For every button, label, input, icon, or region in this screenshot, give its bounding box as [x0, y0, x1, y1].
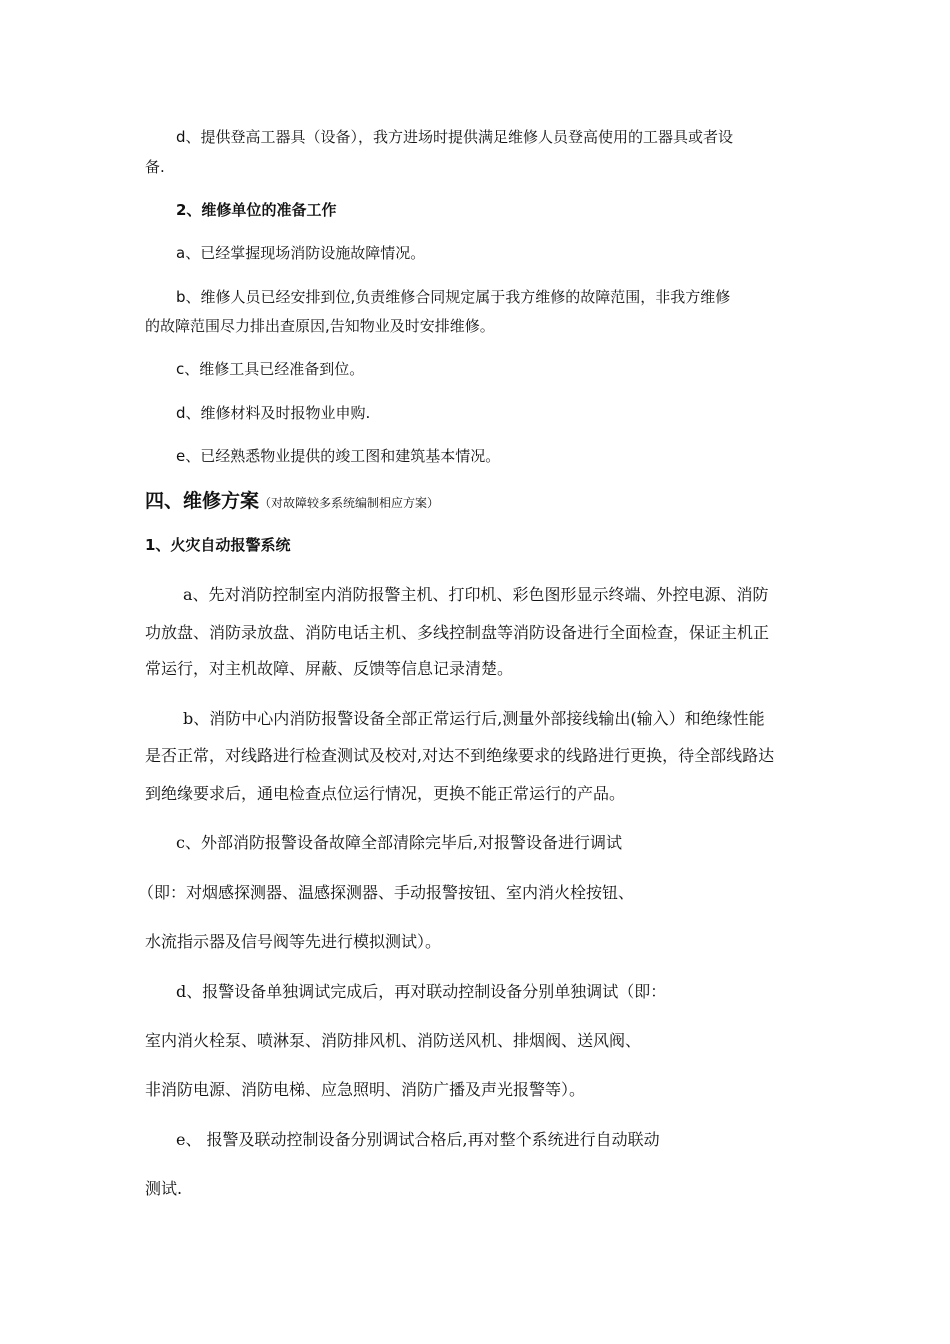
fire-item-a-line2: 功放盘、消防录放盘、消防电话主机、多线控制盘等消防设备进行全面检查，保证主机正: [145, 623, 770, 642]
fire-item-a-line3: 常运行，对主机故障、屏蔽、反馈等信息记录清楚。: [145, 659, 514, 678]
prep-heading: 2、维修单位的准备工作: [176, 201, 337, 219]
prep-item-b-line1: b、维修人员已经安排到位,负责维修合同规定属于我方维修的故障范围，非我方维修: [176, 288, 731, 306]
fire-item-d-line1: d、报警设备单独调试完成后，再对联动控制设备分别单独调试（即：: [176, 982, 667, 1001]
fire-alarm-heading: 1、火灾自动报警系统: [145, 536, 291, 554]
section4-note: （对故障较多系统编制相应方案）: [259, 496, 440, 510]
section4-heading: [145, 486, 810, 513]
fire-item-c-line1: c、外部消防报警设备故障全部清除完毕后,对报警设备进行调试: [176, 833, 623, 852]
prep-item-c: c、维修工具已经准备到位。: [176, 360, 365, 378]
paragraph-d-tools-line2: 备.: [145, 158, 165, 176]
fire-item-c-line2: （即：对烟感探测器、温感探测器、手动报警按钮、室内消火栓按钮、: [138, 883, 635, 902]
prep-item-b-line2: 的故障范围尽力排出查原因,告知物业及时安排维修。: [145, 317, 495, 335]
fire-item-e-line2: 测试.: [145, 1179, 183, 1198]
paragraph-d-tools-line1: d、提供登高工器具（设备），我方进场时提供满足维修人员登高使用的工器具或者设: [176, 128, 734, 146]
fire-item-d-line2: 室内消火栓泵、喷淋泵、消防排风机、消防送风机、排烟阀、送风阀、: [145, 1031, 642, 1050]
prep-item-a: a、已经掌握现场消防设施故障情况。: [176, 244, 426, 262]
fire-item-a-line1: a、先对消防控制室内消防报警主机、打印机、彩色图形显示终端、外控电源、消防: [183, 585, 769, 604]
section4-title: 四、维修方案: [145, 490, 260, 512]
fire-item-d-line3: 非消防电源、消防电梯、应急照明、消防广播及声光报警等）。: [145, 1080, 586, 1099]
fire-item-b-line1: b、消防中心内消防报警设备全部正常运行后,测量外部接线输出(输入）和绝缘性能: [183, 709, 765, 728]
fire-item-e-line1: e、 报警及联动控制设备分别调试合格后,再对整个系统进行自动联动: [176, 1130, 660, 1149]
prep-item-e: e、已经熟悉物业提供的竣工图和建筑基本情况。: [176, 447, 501, 465]
prep-item-d: d、维修材料及时报物业申购.: [176, 404, 371, 422]
fire-item-b-line2: 是否正常，对线路进行检查测试及校对,对达不到绝缘要求的线路进行更换，待全部线路达: [145, 746, 775, 765]
fire-item-b-line3: 到绝缘要求后，通电检查点位运行情况，更换不能正常运行的产品。: [145, 784, 626, 803]
fire-item-c-line3: 水流指示器及信号阀等先进行模拟测试）。: [145, 932, 442, 951]
